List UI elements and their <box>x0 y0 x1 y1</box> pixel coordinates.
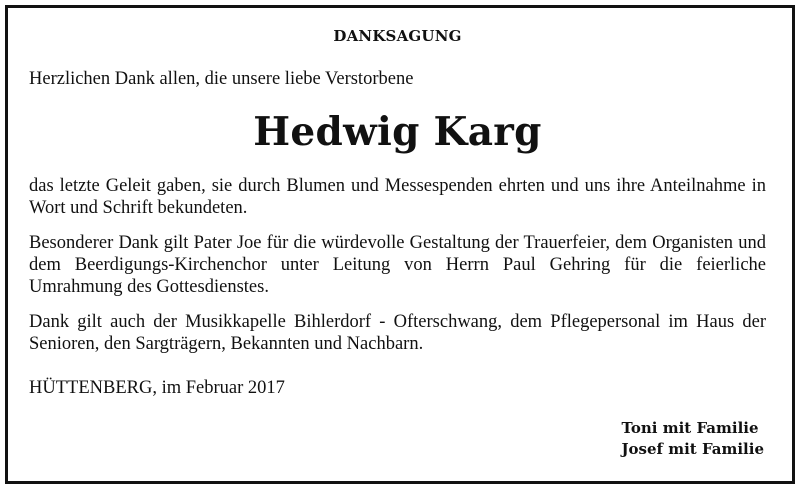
signature-line: Josef mit Familie <box>621 440 764 458</box>
paragraph-thanks: das letzte Geleit gaben, sie durch Blumen und Messespenden ehrten und uns ihre Anteilnahme in Wort und Schrift bekundeten. <box>29 176 766 218</box>
notice-heading: DANKSAGUNG <box>333 27 462 45</box>
signature-block <box>621 418 764 460</box>
paragraph-further-thanks: Dank gilt auch der Musikkapelle Bihlerdorf - Ofterschwang, dem Pflegepersonal im Haus der Senioren, den Sargträgern, Bekannten und Nachbarn. <box>29 312 766 354</box>
intro-text: Herzlichen Dank allen, die unsere liebe Verstorbene <box>29 69 414 89</box>
signature-line: Toni mit Familie <box>621 419 759 437</box>
deceased-name: Hedwig Karg <box>253 109 542 155</box>
notice-content <box>29 26 766 399</box>
paragraph-special-thanks: Besonderer Dank gilt Pater Joe für die würdevolle Gestaltung der Trauerfeier, dem Organisten und dem Beerdigungs-Kirchenchor unter Leitung von Herrn Paul Gehring für die feierliche Umrahmung des Gottesdienstes. <box>29 233 766 297</box>
place-date: HÜTTENBERG, im Februar 2017 <box>29 378 285 398</box>
